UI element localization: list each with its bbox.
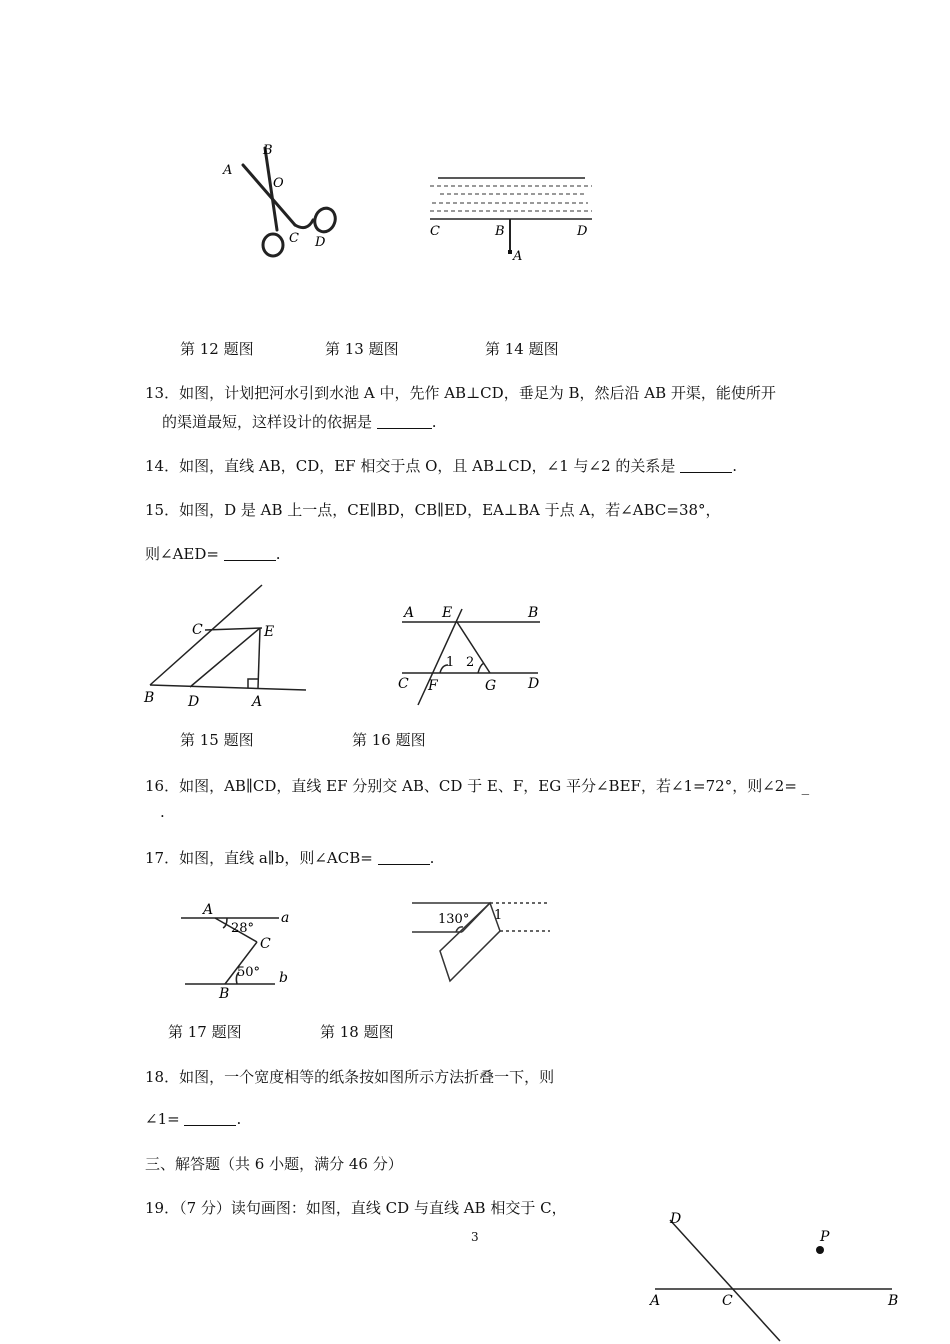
q17-end: . [429, 849, 435, 867]
fig18-label-1: 1 [494, 908, 503, 923]
q18-answer-blank[interactable] [184, 1111, 236, 1126]
q18-text: ∠1= [145, 1110, 180, 1128]
question-16-line1: 16．如图，AB∥CD，直线 EF 分别交 AB、CD 于 E、F，EG 平分∠BEF，若∠1=72°，则∠2= _ [145, 777, 810, 795]
q13-answer-blank[interactable] [377, 414, 432, 429]
fig19-label-B: B [888, 1293, 899, 1309]
question-14 [145, 455, 737, 476]
fig12-label-D: D [315, 235, 326, 250]
page-number: 3 [471, 1230, 479, 1244]
fig16-label-G: G [485, 678, 497, 694]
caption-fig17: 第 17 题图 [168, 1023, 242, 1041]
fig15-label-E: E [264, 624, 275, 640]
fig17-label-angle2: 50° [237, 965, 261, 980]
fig18-label-angle: 130° [438, 912, 470, 927]
question-13-line2 [162, 411, 437, 432]
q15-answer-blank[interactable] [224, 546, 276, 561]
question-19: 19．（7 分）读句画图：如图，直线 CD 与直线 AB 相交于 C， [145, 1199, 567, 1217]
fig19-point-P [816, 1246, 824, 1254]
figure-12-scissors [215, 140, 345, 265]
q14-answer-blank[interactable] [680, 458, 732, 473]
question-15-line1: 15．如图，D 是 AB 上一点，CE∥BD，CB∥ED，EA⊥BA 于点 A，若∠ABC=38°， [145, 501, 721, 519]
fig19-label-P: P [820, 1229, 830, 1245]
q15-end: . [275, 545, 281, 563]
fig12-label-B: B [263, 143, 273, 158]
fig19-label-D: D [670, 1211, 682, 1227]
fig13-label-D: D [577, 224, 588, 239]
fig19-label-C: C [722, 1293, 733, 1309]
fig12-label-A: A [223, 163, 233, 178]
fig16-label-2: 2 [466, 655, 475, 670]
q14-text: 14．如图，直线 AB，CD，EF 相交于点 O，且 AB⊥CD，∠1 与∠2 的关系是 [145, 457, 676, 475]
fig13-label-B: B [495, 224, 505, 239]
caption-fig18: 第 18 题图 [320, 1023, 394, 1041]
figure-18 [410, 895, 555, 990]
question-18-line2 [145, 1110, 241, 1128]
fig16-label-F: F [428, 678, 438, 694]
figure-19 [640, 1205, 910, 1344]
fig17-label-B: B [219, 986, 230, 1002]
question-16-line2: . [160, 803, 165, 821]
q17-answer-blank[interactable] [378, 850, 430, 865]
fig19-label-A: A [650, 1293, 661, 1309]
fig17-label-A: A [203, 902, 214, 918]
fig17-label-b: b [279, 970, 288, 986]
figure-13-river [420, 170, 610, 270]
q14-end: . [732, 457, 737, 475]
caption-fig15: 第 15 题图 [180, 731, 254, 749]
caption-fig16: 第 16 题图 [352, 731, 426, 749]
fig16-label-D: D [528, 676, 540, 692]
q17-text: 17．如图，直线 a∥b，则∠ACB= [145, 849, 373, 867]
q13-end: . [431, 413, 437, 431]
fig15-label-A: A [252, 694, 263, 710]
fig12-label-C: C [289, 231, 299, 246]
figure-17 [175, 898, 305, 1003]
section-3-heading: 三、解答题（共 6 小题，满分 46 分） [145, 1155, 403, 1173]
q15-text: 则∠AED= [145, 545, 219, 563]
caption-fig14: 第 14 题图 [485, 340, 559, 358]
fig16-label-E: E [442, 605, 453, 621]
q18-end: . [236, 1110, 242, 1128]
fig15-label-C: C [192, 622, 203, 638]
caption-fig12: 第 12 题图 [180, 340, 254, 358]
fig13-label-A: A [513, 249, 523, 264]
question-17 [145, 847, 434, 868]
fig17-label-angle1: 28° [231, 921, 255, 936]
fig16-label-B: B [528, 605, 539, 621]
figure-15 [140, 580, 315, 710]
fig16-label-1: 1 [446, 655, 455, 670]
figure-16 [390, 595, 550, 710]
fig17-label-a: a [281, 910, 290, 926]
fig15-label-B: B [144, 690, 155, 706]
q13-text: 的渠道最短，这样设计的依据是 [162, 413, 373, 431]
fig15-label-D: D [188, 694, 200, 710]
question-18-line1: 18．如图，一个宽度相等的纸条按如图所示方法折叠一下，则 [145, 1068, 555, 1086]
fig16-label-A: A [404, 605, 415, 621]
fig13-label-C: C [430, 224, 440, 239]
fig17-label-C: C [260, 936, 271, 952]
question-13-line1: 13．如图，计划把河水引到水池 A 中，先作 AB⊥CD，垂足为 B，然后沿 AB 开渠，能使所开 [145, 384, 776, 402]
fig16-label-C: C [398, 676, 409, 692]
caption-fig13: 第 13 题图 [325, 340, 399, 358]
question-15-line2 [145, 543, 281, 564]
fig12-label-O: O [273, 176, 284, 191]
